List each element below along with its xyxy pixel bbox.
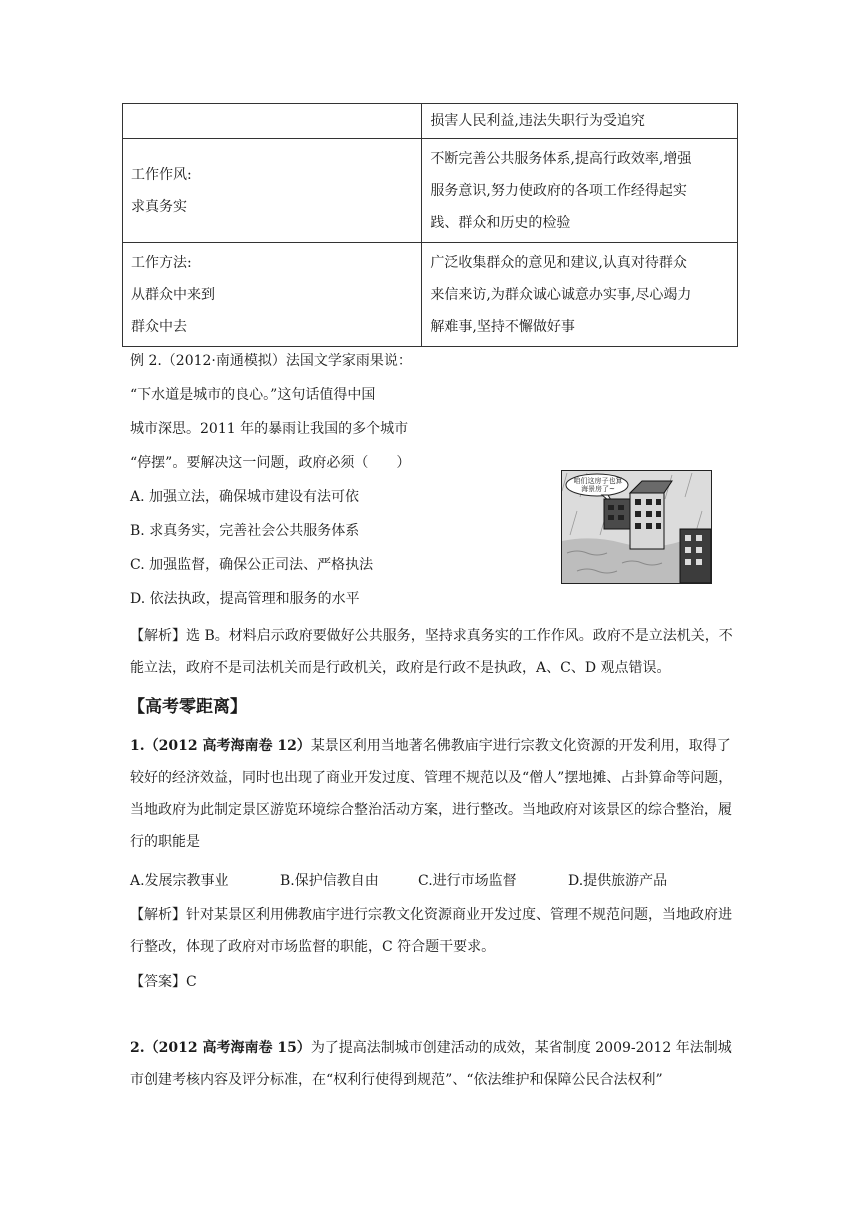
cell-text: 工作方法: bbox=[131, 254, 192, 271]
question-1-analysis: 【解析】针对某景区利用佛教庙宇进行宗教文化资源商业开发过度、管理不规范问题，当地政府进行整改，体现了政府对市场监督的职能，C 符合题干要求。 bbox=[130, 907, 732, 955]
question-2 bbox=[130, 1032, 740, 1096]
question-1-answer: 【答案】C bbox=[130, 974, 197, 990]
cell-text: 工作作风: bbox=[131, 166, 192, 183]
cartoon-speech-bubble: 咱们这房子也算海景房了~ bbox=[573, 477, 623, 493]
question-text: 为了提高法制城市创建活动的成效，某省制度 2009-2012 年法制城市创建考核内容及评分标准，在“权利行使得到规范”、“依法维护和保障公民合法权利” bbox=[130, 1040, 732, 1088]
cell-text: 求真务实 bbox=[131, 198, 187, 215]
question-1-options bbox=[130, 872, 667, 890]
question-text: 某景区利用当地著名佛教庙宇进行宗教文化资源的开发利用，取得了较好的经济效益，同时也出现了商业开发过度、管理不规范以及“僧人”摆地摊、占卦算命等问题，当地政府为此制定景区游览环境综合整治活动方案，进行整改。当地政府对该景区的综合整治，履行的职能是 bbox=[130, 738, 733, 850]
option-a: A. 加强立法，确保城市建设有法可依 bbox=[130, 489, 360, 505]
table-cell-left bbox=[123, 139, 422, 243]
example-text-line: “下水道是城市的良心。”这句话值得中国 bbox=[130, 387, 376, 403]
cell-text: 践、群众和历史的检验 bbox=[430, 214, 571, 231]
cell-text: 来信来访,为群众诚心诚意办实事,尽心竭力 bbox=[430, 286, 692, 303]
table-row bbox=[123, 139, 738, 243]
option-c: C.进行市场监督 bbox=[418, 873, 517, 889]
table-row bbox=[123, 243, 738, 347]
question-source: 1.（2012 高考海南卷 12） bbox=[130, 738, 311, 754]
cell-text: 群众中去 bbox=[131, 318, 187, 335]
cell-text: 不断完善公共服务体系,提高行政效率,增强 bbox=[430, 150, 692, 167]
cartoon-image bbox=[561, 470, 712, 584]
table-cell-left bbox=[123, 243, 422, 347]
table-cell-left bbox=[123, 104, 422, 139]
table-cell-right bbox=[422, 139, 738, 243]
example-text-line: 城市深思。2011 年的暴雨让我国的多个城市 bbox=[130, 421, 409, 437]
option-a: A.发展宗教事业 bbox=[130, 873, 229, 889]
example-analysis: 【解析】选 B。材料启示政府要做好公共服务，坚持求真务实的工作作风。政府不是立法机关，不能立法，政府不是司法机关而是行政机关，政府是行政不是执政，A、C、D 观点错误。 bbox=[130, 628, 733, 676]
question-source: 2.（2012 高考海南卷 15） bbox=[130, 1040, 311, 1056]
cell-text: 解难事,坚持不懈做好事 bbox=[430, 318, 575, 335]
option-d: D. 依法执政，提高管理和服务的水平 bbox=[130, 591, 360, 607]
option-c: C. 加强监督，确保公正司法、严格执法 bbox=[130, 557, 374, 573]
section-heading: 【高考零距离】 bbox=[128, 697, 247, 717]
option-d: D.提供旅游产品 bbox=[568, 873, 668, 889]
table-cell-right bbox=[422, 104, 738, 139]
example-title: 例 2.（2012·南通模拟）法国文学家雨果说： bbox=[130, 353, 412, 369]
option-b: B.保护信教自由 bbox=[280, 873, 379, 889]
cell-text: 损害人民利益,违法失职行为受追究 bbox=[430, 113, 645, 129]
table-row bbox=[123, 104, 738, 139]
table-cell-right bbox=[422, 243, 738, 347]
example-text-line: “停摆”。要解决这一问题，政府必须（ ） bbox=[130, 455, 411, 471]
option-b: B. 求真务实，完善社会公共服务体系 bbox=[130, 523, 360, 539]
cell-text: 从群众中来到 bbox=[131, 286, 215, 303]
question-1 bbox=[130, 730, 740, 858]
cell-text: 服务意识,努力使政府的各项工作经得起实 bbox=[430, 182, 687, 199]
content-table bbox=[122, 103, 738, 347]
cell-text: 广泛收集群众的意见和建议,认真对待群众 bbox=[430, 254, 687, 271]
